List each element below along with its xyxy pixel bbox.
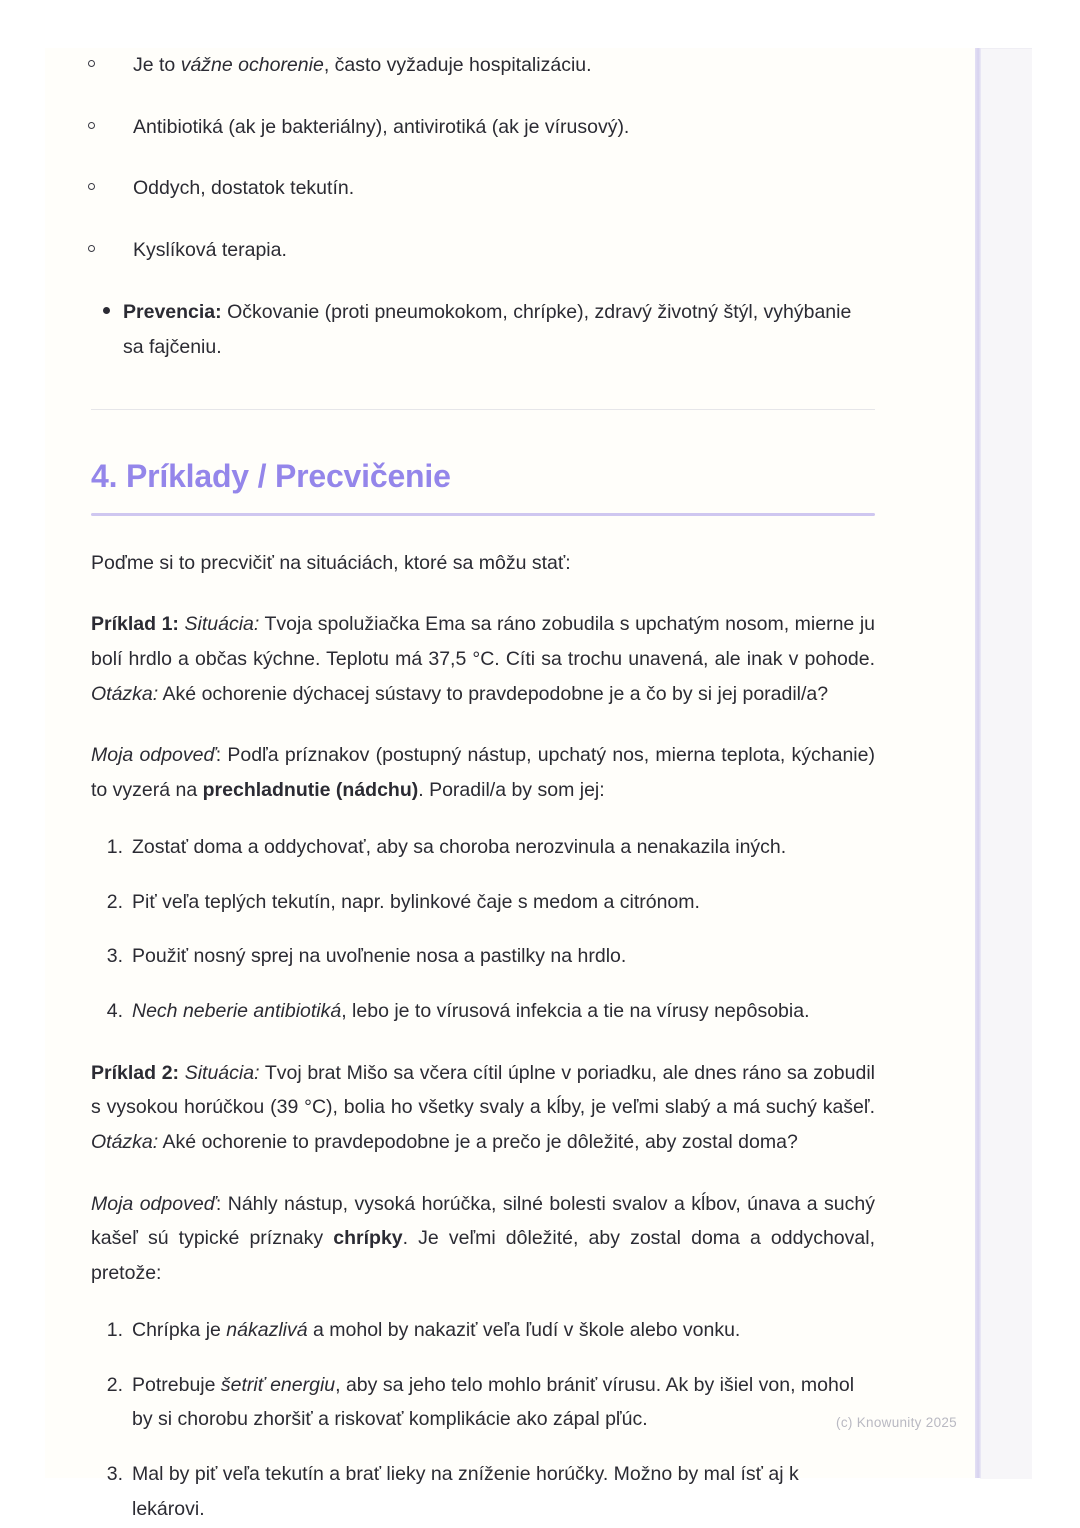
copyright-watermark: (c) Knowunity 2025 bbox=[836, 1415, 957, 1430]
page-title: 4. Príklady / Precvičenie bbox=[91, 458, 451, 495]
list-item bbox=[91, 885, 875, 920]
page-sheet bbox=[45, 48, 975, 1520]
treatment-sub-list bbox=[91, 48, 875, 268]
text-fragment: Je to bbox=[133, 54, 181, 76]
list-item-text: Zostať doma a oddychovať, aby sa choroba nerozvinula a nenakazila iných. bbox=[132, 835, 787, 858]
list-item-text: Mal by piť veľa tekutín a brať lieky na zníženie horúčky. Možno by mal ísť aj k lekárovi. bbox=[132, 1462, 799, 1520]
list-item-text: , lebo je to vírusová infekcia a tie na vírusy nepôsobia. bbox=[341, 999, 810, 1022]
document-page bbox=[45, 48, 1032, 1520]
example1-steps bbox=[91, 830, 875, 1029]
list-item-text: , aby sa jeho telo mohlo brániť vírusu. Ak by išiel von, mohol by si chorobu zhoršiť a riskovať komplikácie ako zápal pľúc. bbox=[132, 1373, 855, 1431]
page-content bbox=[91, 48, 875, 1526]
list-item-text: Kyslíková terapia. bbox=[133, 239, 287, 262]
situation-label: Situácia: bbox=[178, 613, 260, 636]
answer-label: Moja odpoveď bbox=[91, 744, 216, 767]
text-fragment: Chrípka je bbox=[132, 1318, 227, 1341]
list-item bbox=[91, 48, 875, 83]
page-spine bbox=[975, 48, 981, 1478]
prevention-list bbox=[91, 295, 875, 364]
text-fragment: , často vyžaduje hospitalizáciu. bbox=[323, 54, 592, 76]
prevention-text: Očkovanie (proti pneumokokom, chrípke), zdravý životný štýl, vyhýbanie sa fajčeniu. bbox=[123, 300, 852, 358]
answer-highlight: chrípky bbox=[333, 1227, 403, 1250]
emphasis-text: vážne ochorenie bbox=[180, 54, 324, 76]
answer-label: Moja odpoveď bbox=[91, 1192, 216, 1215]
list-item bbox=[91, 110, 875, 145]
list-item bbox=[91, 1457, 875, 1526]
circle-bullet-icon bbox=[88, 183, 95, 190]
example1-label: Príklad 1: bbox=[91, 613, 179, 636]
example2-label: Príklad 2: bbox=[91, 1061, 180, 1084]
list-item bbox=[91, 171, 875, 206]
list-item bbox=[91, 1313, 875, 1348]
list-item-prevention bbox=[91, 295, 875, 364]
list-item bbox=[91, 233, 875, 268]
list-item bbox=[91, 1368, 875, 1437]
list-item-text: Oddych, dostatok tekutín. bbox=[133, 177, 355, 200]
list-item-text: Piť veľa teplých tekutín, napr. bylinkové čaje s medom a citrónom. bbox=[132, 890, 700, 913]
situation-text: Tvoja spolužiačka Ema sa ráno zobudila s upchatým nosom, mierne ju bolí hrdlo a občas kýchne. Teplotu má 37,5 °C. Cíti sa trochu unavená, ale inak v pohode. bbox=[91, 613, 875, 671]
section-intro: Poďme si to precvičiť na situáciách, ktoré sa môžu stať: bbox=[91, 551, 571, 574]
title-accent-rule bbox=[91, 513, 875, 516]
example1-answer bbox=[91, 738, 875, 807]
question-label: Otázka: bbox=[91, 1131, 159, 1154]
example2-answer bbox=[91, 1187, 875, 1291]
example2-steps bbox=[91, 1313, 875, 1527]
emphasis-text: nákazlivá bbox=[226, 1318, 308, 1341]
list-item-text: a mohol by nakaziť veľa ľudí v škole alebo vonku. bbox=[307, 1318, 741, 1341]
list-item bbox=[91, 939, 875, 974]
page-back-sheet bbox=[980, 48, 1032, 1479]
emphasis-text: Nech neberie antibiotiká bbox=[132, 999, 342, 1022]
text-fragment: Potrebuje bbox=[132, 1373, 221, 1396]
question-text: Aké ochorenie to pravdepodobne je a prečo je dôležité, aby zostal doma? bbox=[158, 1131, 798, 1154]
section-divider bbox=[91, 409, 875, 410]
list-item-text bbox=[133, 48, 875, 83]
situation-text: Tvoj brat Mišo sa včera cítil úplne v poriadku, ale dnes ráno sa zobudil s vysokou horúčkou (39 °C), bolia ho všetky svaly a kĺby, je veľmi slabý a má suchý kašeľ. bbox=[91, 1061, 876, 1119]
question-text: Aké ochorenie dýchacej sústavy to pravdepodobne je a čo by si jej poradil/a? bbox=[158, 682, 829, 705]
list-item-text: Použiť nosný sprej na uvoľnenie nosa a pastilky na hrdlo. bbox=[132, 945, 627, 968]
question-label: Otázka: bbox=[91, 682, 159, 705]
answer-text: : Podľa príznakov (postupný nástup, upchatý nos, mierna teplota, kýchanie) to vyzerá na bbox=[91, 744, 875, 802]
answer-text: . Poradil/a by som jej: bbox=[418, 779, 605, 802]
list-item-text bbox=[123, 301, 851, 358]
list-item-text: Antibiotiká (ak je bakteriálny), antivirotiká (ak je vírusový). bbox=[133, 115, 630, 138]
answer-text: . Je veľmi dôležité, aby zostal doma a oddychoval, pretože: bbox=[91, 1227, 876, 1285]
list-item bbox=[91, 994, 875, 1029]
emphasis-text: šetriť energiu bbox=[220, 1373, 336, 1396]
disc-bullet-icon bbox=[103, 307, 110, 314]
answer-text: : Náhly nástup, vysoká horúčka, silné bolesti svalov a kĺbov, únava a suchý kašeľ sú typické príznaky bbox=[91, 1192, 875, 1250]
answer-highlight: prechladnutie (nádchu) bbox=[202, 779, 419, 802]
circle-bullet-icon bbox=[88, 60, 95, 67]
example2-situation bbox=[91, 1056, 875, 1160]
situation-label: Situácia: bbox=[179, 1061, 260, 1084]
circle-bullet-icon bbox=[88, 245, 95, 252]
prevention-label: Prevencia: bbox=[123, 300, 222, 323]
example1-situation bbox=[91, 607, 875, 711]
circle-bullet-icon bbox=[88, 122, 95, 129]
list-item bbox=[91, 830, 875, 865]
